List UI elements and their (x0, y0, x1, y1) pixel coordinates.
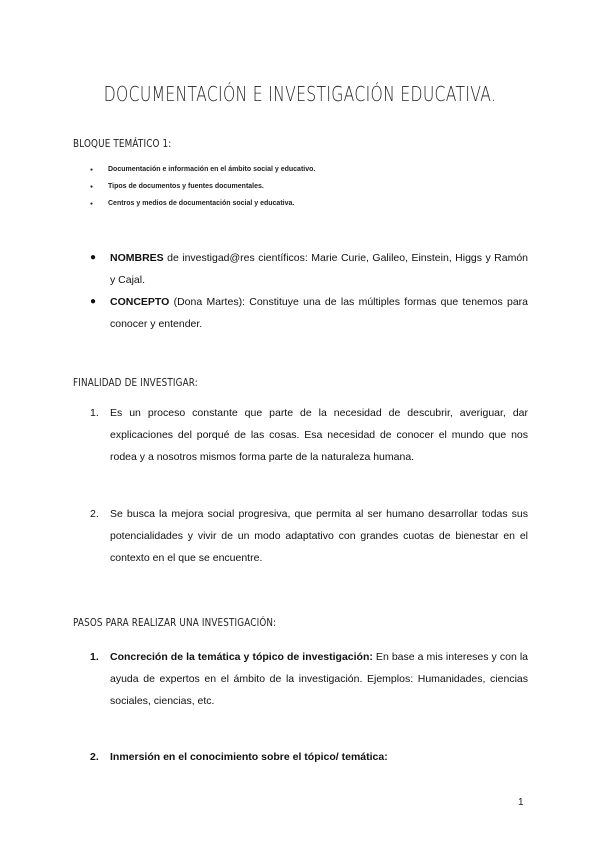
item-body: En base a mis intereses y con la ayuda de expertos en el ámbito de la investigación. Ejemplos: Humanidades, ciencias sociales, ciencias, etc. (110, 651, 528, 707)
finalidad-item (90, 402, 528, 468)
item-text (110, 746, 528, 768)
item-number: 2. (90, 508, 99, 520)
pasos-item (90, 646, 528, 712)
finalidad-item (90, 503, 528, 569)
bullet-concepto (90, 291, 528, 335)
item-number: 1. (90, 651, 99, 663)
bloque-list (90, 164, 315, 215)
bullet-text: (Dona Martes): Constituye una de las múltiples formas que tenemos para conocer y entender. (110, 296, 528, 330)
finalidad-heading: FINALIDAD DE INVESTIGAR: (73, 376, 198, 389)
list-item: ● Tipos de documentos y fuentes documentales. (90, 181, 315, 198)
item-label: Concreción de la temática y tópico de investigación: (110, 651, 373, 663)
item-text: Se busca la mejora social progresiva, que permita al ser humano desarrollar todas sus potencialidades y vivir de un modo adaptativo con grandes cuotas de bienestar en el contexto en el que se encuentre. (110, 508, 528, 564)
item-number: 2. (90, 751, 99, 763)
item-label: Inmersión en el conocimiento sobre el tópico/ temática: (110, 751, 388, 763)
item-text: Es un proceso constante que parte de la necesidad de descubrir, averiguar, dar explicaciones del porqué de las cosas. Esa necesidad de conocer el mundo que nos rodea y a nosotros mismos forma parte de la naturaleza humana. (110, 407, 528, 463)
bloque-heading: BLOQUE TEMÁTICO 1: (73, 137, 172, 150)
info-bullets (90, 247, 528, 335)
list-item: ● Documentación e información en el ámbito social y educativo. (90, 164, 315, 181)
pasos-item (90, 746, 528, 768)
item-text (110, 646, 528, 712)
bullet-nombres (90, 247, 528, 291)
bullet-label: CONCEPTO (110, 296, 170, 308)
page-number: 1 (518, 797, 524, 808)
bullet-text: de investigad@res científicos: Marie Curie, Galileo, Einstein, Higgs y Ramón y Cajal. (110, 252, 528, 286)
pasos-heading: PASOS PARA REALIZAR UNA INVESTIGACIÓN: (73, 616, 277, 629)
item-number: 1. (90, 407, 99, 419)
page-title: DOCUMENTACIÓN E INVESTIGACIÓN EDUCATIVA. (103, 82, 497, 106)
list-item: ● Centros y medios de documentación social y educativa. (90, 198, 315, 215)
bullet-label: NOMBRES (110, 252, 164, 264)
